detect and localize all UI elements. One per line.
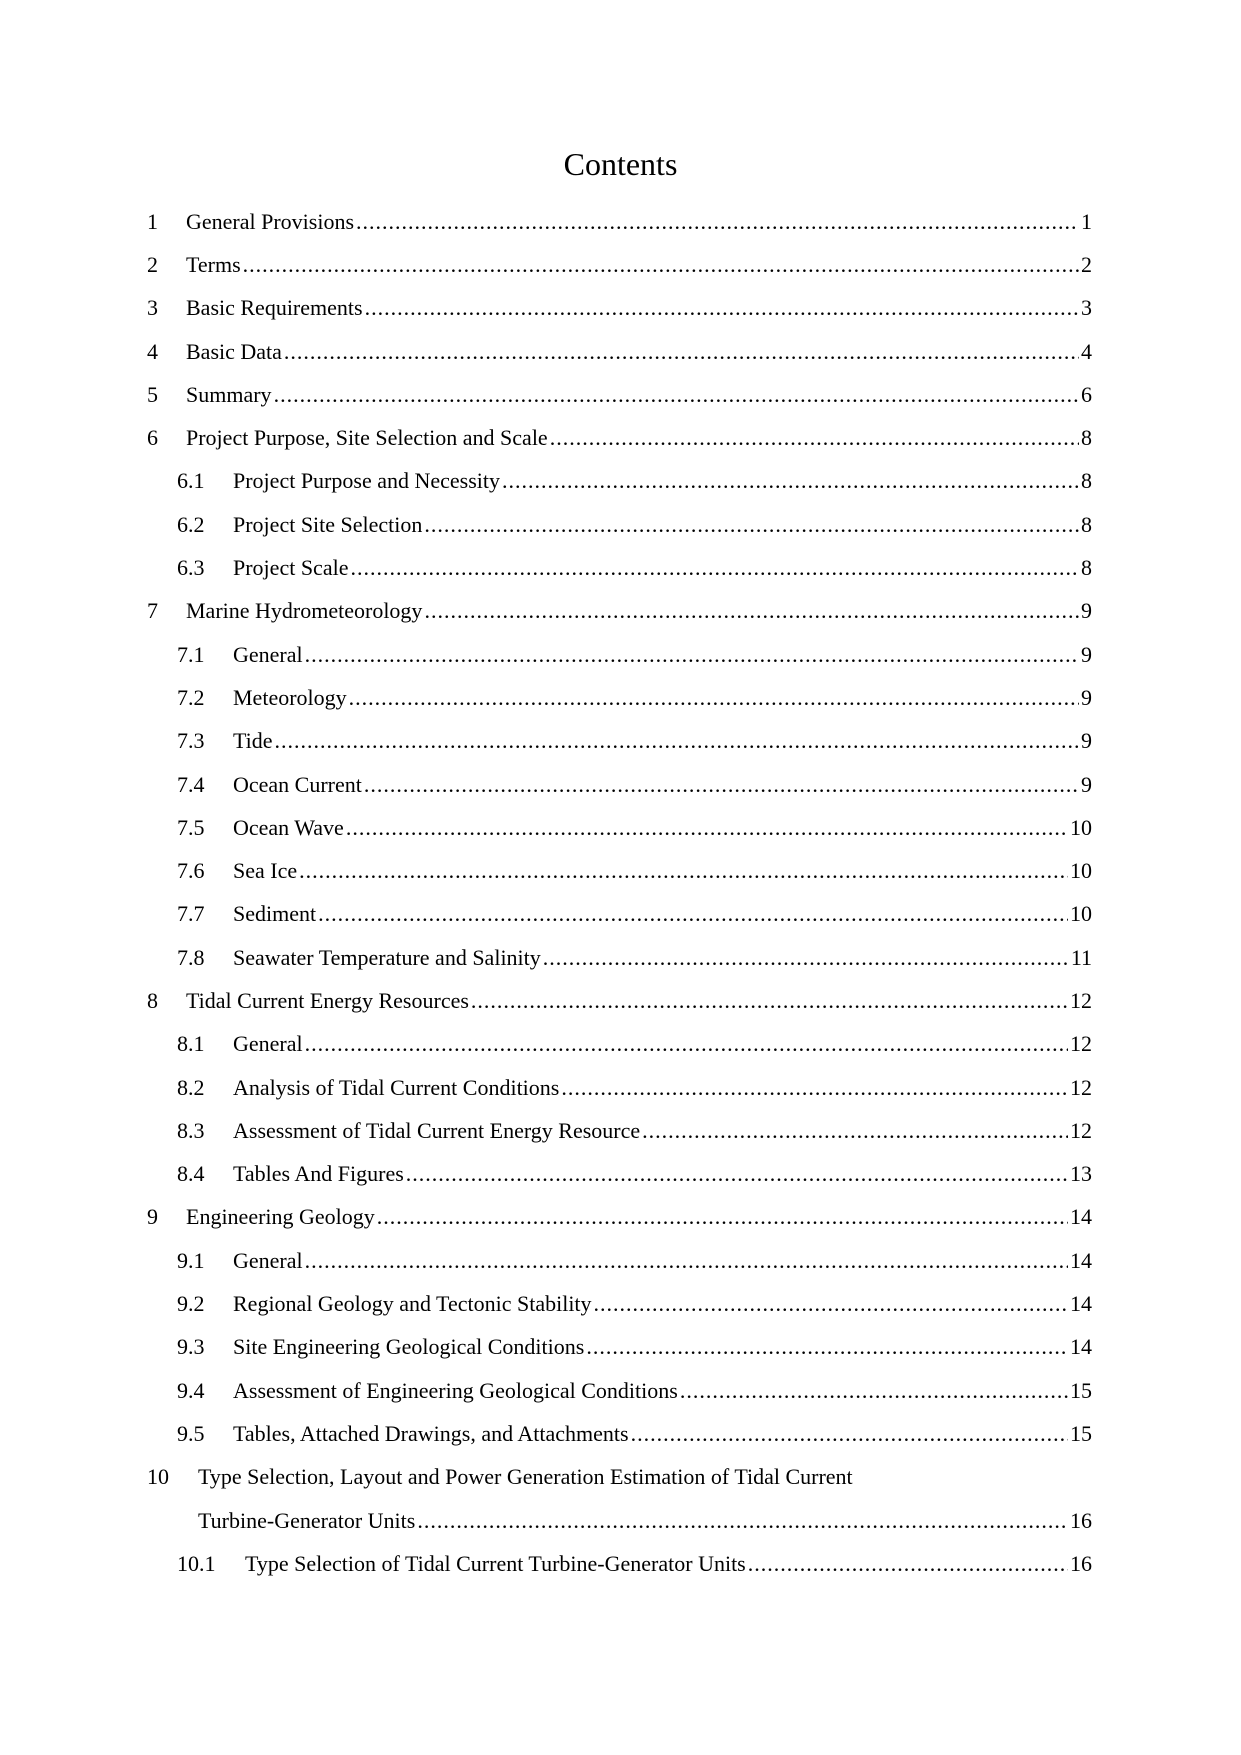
toc-entry-title: Ocean Wave (233, 814, 344, 840)
toc-entry-title: Ocean Current (233, 771, 362, 797)
toc-entry[interactable] (147, 416, 1092, 459)
toc-entry[interactable] (147, 373, 1092, 416)
dot-leader (365, 295, 1079, 321)
toc-entry-page: 14 (1070, 1247, 1092, 1273)
toc-entry-title: General Provisions (186, 208, 355, 234)
toc-entry-title: General (233, 641, 303, 667)
toc-entry-number: 8.1 (177, 1031, 205, 1057)
dot-leader (350, 555, 1079, 581)
toc-subentry[interactable] (147, 893, 1092, 936)
toc-entry-title: Sediment (233, 901, 317, 927)
toc-entry-number: 8 (147, 987, 158, 1013)
toc-entry-number: 8.3 (177, 1117, 205, 1143)
toc-entry[interactable] (147, 1196, 1092, 1239)
toc-entry-page: 12 (1070, 1074, 1092, 1100)
toc-entry[interactable] (147, 979, 1092, 1022)
dot-leader (243, 252, 1079, 278)
toc-entry-title: Marine Hydrometeorology (186, 598, 423, 624)
toc-subentry[interactable] (147, 1542, 1092, 1585)
toc-subentry[interactable] (147, 460, 1092, 503)
toc-entry-title: Type Selection of Tidal Current Turbine-Generator Units (245, 1550, 746, 1576)
toc-entry-number: 9.3 (177, 1334, 205, 1360)
toc-entry-page: 13 (1070, 1161, 1092, 1187)
toc-entry-title: Site Engineering Geological Conditions (233, 1334, 585, 1360)
dot-leader (471, 988, 1068, 1014)
toc-entry-page: 14 (1070, 1334, 1092, 1360)
toc-entry-title: Tide (233, 728, 273, 754)
toc-entry-title: General (233, 1247, 303, 1273)
dot-leader (349, 685, 1079, 711)
toc-entry-title: Assessment of Tidal Current Energy Resource (233, 1117, 641, 1143)
toc-entry-page: 14 (1070, 1291, 1092, 1317)
dot-leader (631, 1421, 1068, 1447)
toc-entry-page: 2 (1081, 251, 1092, 277)
toc-subentry[interactable] (147, 936, 1092, 979)
toc-entry-page: 8 (1081, 555, 1092, 581)
dot-leader (424, 512, 1079, 538)
toc-entry-number: 7.4 (177, 771, 205, 797)
dot-leader (356, 209, 1079, 235)
toc-entry-number: 6.2 (177, 511, 205, 537)
dot-leader (424, 598, 1079, 624)
toc-subentry[interactable] (147, 1412, 1092, 1455)
toc-entry-number: 7 (147, 598, 158, 624)
toc-subentry[interactable] (147, 763, 1092, 806)
toc-entry-number: 9.4 (177, 1377, 205, 1403)
dot-leader (299, 858, 1068, 884)
toc-entry-number: 1 (147, 208, 158, 234)
toc-entry-title: Project Site Selection (233, 511, 423, 537)
toc-entry-title: General (233, 1031, 303, 1057)
toc-entry[interactable] (147, 243, 1092, 286)
toc-entry-page: 1 (1081, 208, 1092, 234)
toc-entry-number: 9 (147, 1204, 158, 1230)
dot-leader (748, 1551, 1068, 1577)
toc-subentry[interactable] (147, 1066, 1092, 1109)
toc-entry-number: 6.1 (177, 468, 205, 494)
toc-entry-page: 15 (1070, 1420, 1092, 1446)
toc-entry-number: 10.1 (177, 1550, 216, 1576)
toc-subentry[interactable] (147, 1369, 1092, 1412)
toc-entry-number: 7.2 (177, 684, 205, 710)
toc-subentry[interactable] (147, 546, 1092, 589)
toc-entry-title: Tables, Attached Drawings, and Attachments (233, 1420, 629, 1446)
toc-entry-page: 11 (1070, 944, 1092, 970)
dot-leader (561, 1075, 1068, 1101)
dot-leader (274, 382, 1079, 408)
toc-entry-page: 6 (1081, 381, 1092, 407)
toc-entry-title: Tidal Current Energy Resources (186, 987, 469, 1013)
dot-leader (417, 1508, 1068, 1534)
toc-entry-page: 14 (1070, 1204, 1092, 1230)
toc-subentry[interactable] (147, 503, 1092, 546)
toc-entry-title: Seawater Temperature and Salinity (233, 944, 541, 970)
toc-entry-number: 7.7 (177, 901, 205, 927)
toc-entry-page: 10 (1070, 901, 1092, 927)
toc-entry-number: 7.3 (177, 728, 205, 754)
toc-entry[interactable] (147, 200, 1092, 243)
dot-leader (377, 1204, 1068, 1230)
toc-entry-page: 15 (1070, 1377, 1092, 1403)
dot-leader (406, 1161, 1068, 1187)
toc-subentry[interactable] (147, 1282, 1092, 1325)
toc-entry-number: 7.5 (177, 814, 205, 840)
dot-leader (642, 1118, 1068, 1144)
toc-subentry[interactable] (147, 720, 1092, 763)
toc-entry-title: Sea Ice (233, 858, 298, 884)
toc-subentry[interactable] (147, 1109, 1092, 1152)
toc-entry-title: Project Purpose and Necessity (233, 468, 500, 494)
toc-subentry[interactable] (147, 849, 1092, 892)
toc-entry-title-continuation: Turbine-Generator Units (198, 1507, 416, 1533)
toc-entry-page: 9 (1081, 641, 1092, 667)
toc-entry-number: 9.5 (177, 1420, 205, 1446)
toc-entry-number: 3 (147, 295, 158, 321)
dot-leader (594, 1291, 1068, 1317)
toc-list (147, 200, 1092, 1586)
toc-entry-page: 9 (1081, 598, 1092, 624)
toc-subentry[interactable] (147, 1326, 1092, 1369)
toc-entry[interactable] (147, 1456, 1092, 1499)
toc-entry-number: 7.1 (177, 641, 205, 667)
toc-entry-page: 3 (1081, 295, 1092, 321)
toc-subentry[interactable] (147, 806, 1092, 849)
toc-entry-title: Tables And Figures (233, 1161, 404, 1187)
toc-entry-number: 2 (147, 251, 158, 277)
toc-entry-page: 8 (1081, 425, 1092, 451)
dot-leader (284, 339, 1079, 365)
dot-leader (318, 901, 1068, 927)
toc-entry-title: Project Purpose, Site Selection and Scale (186, 425, 548, 451)
toc-entry-title: Summary (186, 381, 272, 407)
toc-entry-title: Analysis of Tidal Current Conditions (233, 1074, 560, 1100)
toc-subentry[interactable] (147, 1153, 1092, 1196)
toc-entry-page: 8 (1081, 511, 1092, 537)
dot-leader (502, 468, 1079, 494)
dot-leader (346, 815, 1068, 841)
toc-entry-number: 8.4 (177, 1161, 205, 1187)
dot-leader (680, 1378, 1068, 1404)
page-title: Contents (563, 146, 678, 182)
toc-entry-number: 10 (147, 1464, 169, 1490)
dot-leader (586, 1334, 1068, 1360)
toc-entry-page: 12 (1070, 987, 1092, 1013)
dot-leader (305, 1031, 1068, 1057)
dot-leader (543, 945, 1069, 971)
dot-leader (550, 425, 1079, 451)
toc-entry-page: 12 (1070, 1117, 1092, 1143)
toc-entry[interactable] (147, 590, 1092, 633)
toc-entry-number: 5 (147, 381, 158, 407)
toc-entry[interactable] (147, 330, 1092, 373)
toc-entry-title: Project Scale (233, 555, 349, 581)
toc-entry-continuation[interactable] (147, 1499, 1092, 1542)
toc-entry-page: 4 (1081, 338, 1092, 364)
toc-entry-page: 10 (1070, 858, 1092, 884)
toc-subentry[interactable] (147, 633, 1092, 676)
toc-entry-number: 6 (147, 425, 158, 451)
toc-entry-title: Meteorology (233, 684, 347, 710)
toc-entry-page: 10 (1070, 814, 1092, 840)
toc-entry-number: 9.2 (177, 1291, 205, 1317)
toc-entry-number: 7.8 (177, 944, 205, 970)
toc-entry-title: Basic Requirements (186, 295, 363, 321)
toc-entry-title: Basic Data (186, 338, 282, 364)
toc-entry-title: Terms (186, 251, 241, 277)
dot-leader (305, 1248, 1068, 1274)
toc-entry-title: Type Selection, Layout and Power Generation Estimation of Tidal Current (198, 1464, 853, 1490)
toc-subentry[interactable] (147, 1239, 1092, 1282)
toc-entry-number: 9.1 (177, 1247, 205, 1273)
toc-entry-title: Regional Geology and Tectonic Stability (233, 1291, 592, 1317)
dot-leader (364, 772, 1079, 798)
toc-entry-page: 8 (1081, 468, 1092, 494)
toc-entry-page: 16 (1070, 1507, 1092, 1533)
toc-entry-page: 9 (1081, 771, 1092, 797)
toc-entry-page: 16 (1070, 1550, 1092, 1576)
toc-entry-title: Engineering Geology (186, 1204, 375, 1230)
toc-subentry[interactable] (147, 676, 1092, 719)
toc-entry[interactable] (147, 287, 1092, 330)
toc-entry-number: 8.2 (177, 1074, 205, 1100)
toc-entry-title: Assessment of Engineering Geological Conditions (233, 1377, 678, 1403)
toc-entry-number: 4 (147, 338, 158, 364)
toc-entry-page: 9 (1081, 728, 1092, 754)
toc-entry-number: 6.3 (177, 555, 205, 581)
toc-entry-page: 12 (1070, 1031, 1092, 1057)
toc-entry-page: 9 (1081, 684, 1092, 710)
dot-leader (275, 728, 1079, 754)
toc-subentry[interactable] (147, 1023, 1092, 1066)
dot-leader (305, 642, 1079, 668)
toc-entry-number: 7.6 (177, 858, 205, 884)
